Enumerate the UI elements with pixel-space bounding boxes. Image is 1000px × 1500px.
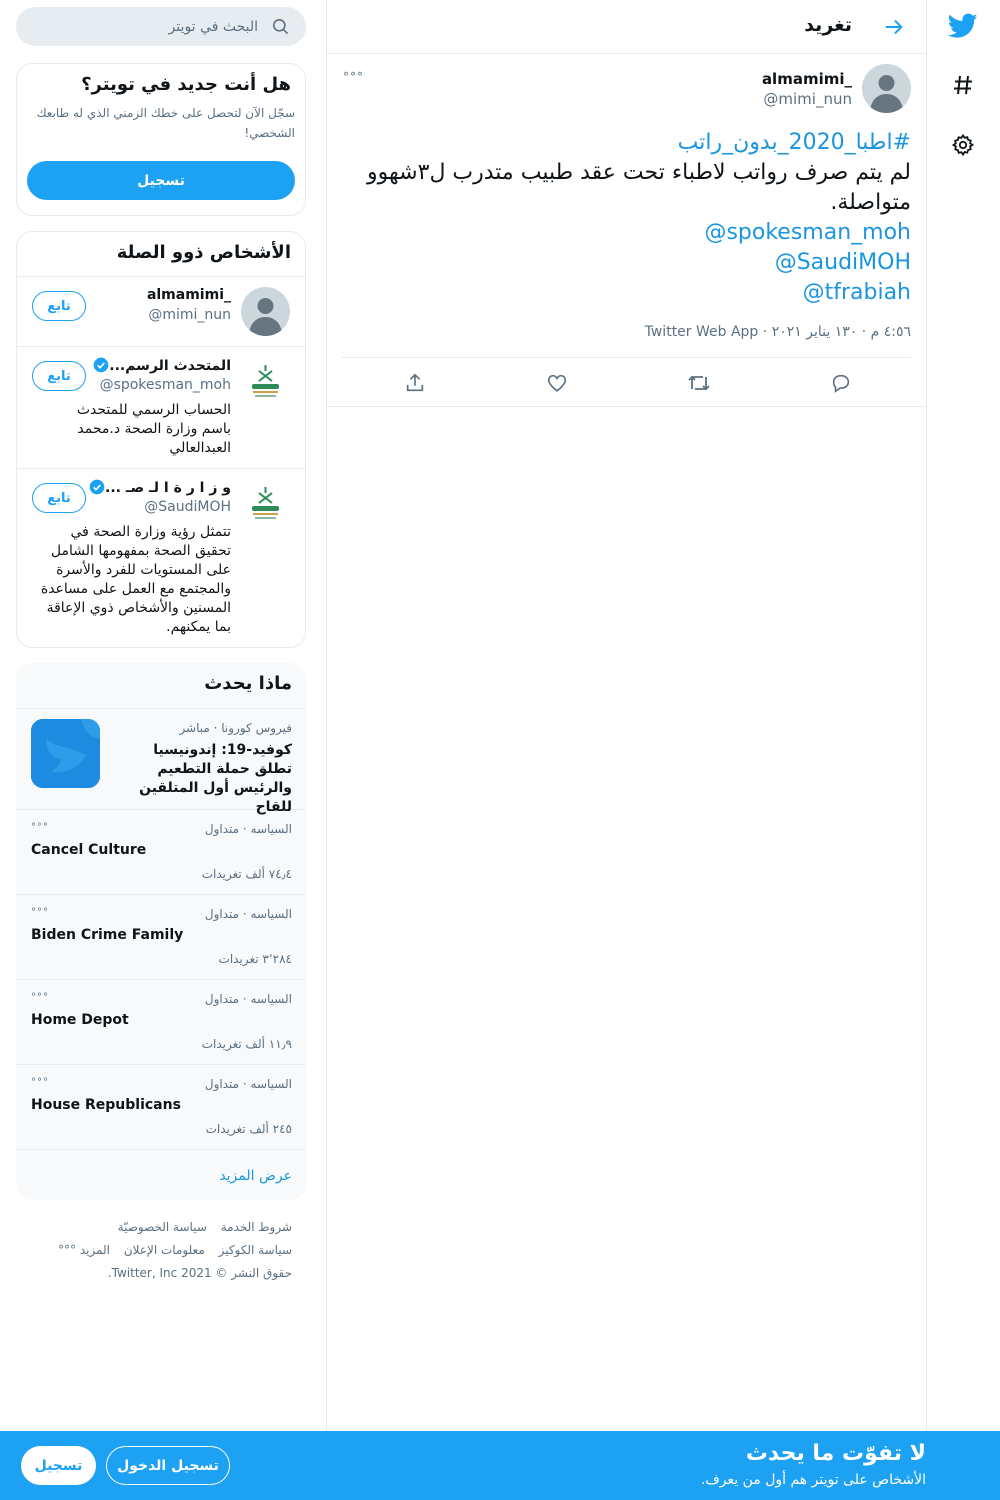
relevant-people-title: الأشخاص ذوو الصلة [116, 242, 291, 263]
tweet-mention[interactable]: @spokesman_moh [704, 220, 911, 245]
trend-name[interactable]: House Republicans [31, 1097, 181, 1113]
more-options-icon[interactable]: °°° [31, 1077, 49, 1088]
signup-card [16, 63, 306, 216]
trend-count: ٢٤٥ ألف تغريدات [205, 1122, 292, 1136]
trend-count: ٣٬٢٨٤ تغريدات [218, 952, 292, 966]
page-title: تغريد [804, 14, 852, 36]
signup-banner [0, 1431, 1000, 1500]
reply-icon[interactable] [828, 370, 854, 396]
person-handle[interactable]: @spokesman_moh [99, 377, 231, 393]
search-bar[interactable] [16, 7, 306, 46]
tweet-hashtag[interactable]: #اطبا_2020_بدون_راتب [677, 130, 911, 155]
tweet-actions [342, 357, 911, 407]
person-name[interactable] [90, 357, 231, 377]
search-icon [271, 17, 290, 40]
login-button[interactable]: تسجيل الدخول [106, 1446, 230, 1485]
person-row[interactable] [17, 469, 305, 647]
tweet-timestamp[interactable]: ٤:٥٦ م · ١٣٠ يناير ٢٠٢١ · Twitter Web App [644, 324, 911, 340]
footer-row [30, 1239, 292, 1262]
hashtag-icon[interactable] [942, 64, 984, 106]
person-row[interactable] [17, 277, 305, 347]
tweet [327, 54, 926, 407]
person-name[interactable]: almamimi_ [146, 287, 231, 303]
trend-count: ٧٤٫٤ ألف تغريدات [201, 867, 292, 881]
footer-link-privacy[interactable]: سياسة الخصوصيّة [117, 1220, 207, 1234]
banner-subtitle: الأشخاص على تويتر هم أول من يعرف. [700, 1472, 926, 1488]
signup-button[interactable]: تسجيل [27, 161, 295, 200]
footer-link-cookies[interactable]: سياسة الكوكيز [218, 1243, 292, 1257]
tweet-text [342, 128, 911, 308]
retweet-icon[interactable] [686, 370, 712, 396]
tweet-author-name[interactable]: almamimi_ [761, 70, 852, 88]
back-arrow-icon[interactable] [880, 13, 908, 41]
person-name-text: المتحدث الرسم... [109, 358, 231, 374]
signup-card-title: هل أنت جديد في تويتر؟ [81, 74, 291, 95]
verified-badge-icon [93, 357, 109, 377]
show-more-link[interactable]: عرض المزيد [219, 1168, 292, 1184]
trend-name[interactable]: Cancel Culture [31, 842, 147, 858]
trend-name[interactable]: Home Depot [31, 1012, 129, 1028]
news-item[interactable] [16, 709, 306, 815]
person-handle[interactable]: @mimi_nun [148, 307, 231, 323]
trends-header [16, 663, 306, 709]
news-title[interactable]: كوفيد-19: إندونيسيا تطلق حملة التطعيم والرئيس أول المتلقين للقاح [139, 742, 292, 815]
tweet-author-handle[interactable]: @mimi_nun [763, 90, 852, 108]
news-meta: فيروس كورونا · مباشر [179, 721, 292, 735]
trend-meta: السياسه · متداول [204, 1077, 292, 1091]
like-icon[interactable] [544, 370, 570, 396]
tweet-body: لم يتم صرف رواتب لاطباء تحت عقد طبيب متدرب ل٣شهوو متواصلة. [367, 160, 911, 215]
relevant-people-header [17, 232, 305, 277]
trend-item[interactable] [16, 810, 306, 895]
trend-item[interactable] [16, 895, 306, 980]
trend-meta: السياسه · متداول [204, 822, 292, 836]
more-options-icon[interactable]: °°° [343, 70, 364, 84]
tweet-mention[interactable]: @tfrabiah [802, 280, 911, 305]
gear-icon[interactable] [942, 124, 984, 166]
footer-link-terms[interactable]: شروط الخدمة [220, 1220, 292, 1234]
avatar[interactable] [862, 64, 911, 113]
person-bio: الحساب الرسمي للمتحدث باسم وزارة الصحة د.محمد العبدالعالي [76, 402, 231, 456]
verified-badge-icon [89, 479, 105, 499]
ministry-logo-icon[interactable] [241, 479, 290, 528]
nav-rail [926, 0, 1000, 1500]
person-name-text: و ز ا ر ة ا لـ صـ ... [105, 480, 231, 496]
footer-copyright: حقوق النشر © 2021 Twitter, Inc. [107, 1266, 292, 1280]
more-options-icon[interactable]: °°° [31, 822, 49, 833]
news-thumbnail[interactable] [31, 719, 100, 788]
more-options-icon[interactable]: °°° [31, 907, 49, 918]
share-icon[interactable] [402, 370, 428, 396]
person-bio: تتمثل رؤية وزارة الصحة في تحقيق الصحة بمفهومها الشامل على المستويات للفرد والأسرة والمجتمع مع العمل على مساعدة المسنين والأشخاص ذوي الإعاقة بما يمكنهم. [40, 524, 231, 635]
avatar[interactable] [241, 287, 290, 336]
trends-title: ماذا يحدث [204, 673, 292, 694]
person-row[interactable] [17, 347, 305, 469]
banner-signup-button[interactable]: تسجيل [21, 1446, 96, 1485]
banner-title: لا تفوّت ما يحدث [745, 1441, 926, 1466]
main-header [327, 0, 926, 54]
trend-meta: السياسه · متداول [204, 907, 292, 921]
trends-card [16, 663, 306, 1200]
person-handle[interactable]: @SaudiMOH [144, 499, 231, 515]
footer-link-more[interactable]: المزيد °°° [58, 1243, 111, 1257]
more-options-icon[interactable]: °°° [31, 992, 49, 1003]
main-column [326, 0, 926, 1500]
relevant-people-card [16, 231, 306, 648]
search-input[interactable] [38, 7, 258, 46]
follow-button[interactable]: تابع [32, 291, 86, 321]
trend-count: ١١٫٩ ألف تغريدات [201, 1037, 292, 1051]
footer-link-ads-info[interactable]: معلومات الإعلان [123, 1243, 205, 1257]
footer-row [30, 1216, 292, 1239]
trend-name[interactable]: Biden Crime Family [31, 927, 184, 943]
signup-card-description: سجّل الآن لتحصل على خطك الزمني الذي له طابعك الشخصي! [36, 106, 295, 140]
tweet-mention[interactable]: @SaudiMOH [774, 250, 911, 275]
follow-button[interactable]: تابع [32, 361, 86, 391]
follow-button[interactable]: تابع [32, 483, 86, 513]
footer [30, 1216, 292, 1285]
trend-item[interactable] [16, 1065, 306, 1150]
person-name[interactable] [86, 479, 231, 499]
trend-item[interactable] [16, 980, 306, 1065]
twitter-logo-icon[interactable] [942, 5, 984, 47]
trend-meta: السياسه · متداول [204, 992, 292, 1006]
ministry-logo-icon[interactable] [241, 357, 290, 406]
